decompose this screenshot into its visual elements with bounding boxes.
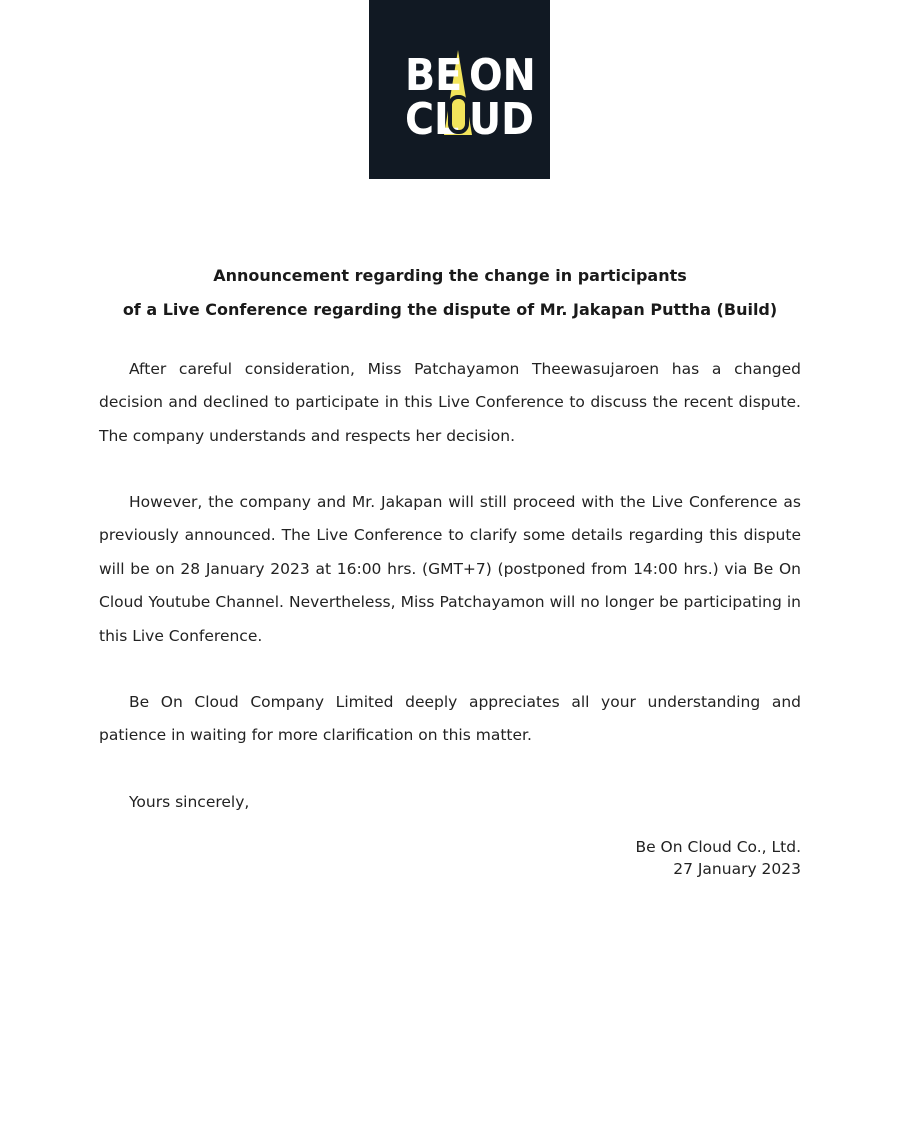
logo-text-be: BE [405,50,463,101]
logo-text-cl: CL [405,94,460,145]
logo-text-ud: UD [469,94,535,145]
paragraph-appreciation: Be On Cloud Company Limited deeply appreciates all your understanding and patience in waiting for more clarification on this matter. [99,693,801,745]
company-logo [369,0,550,179]
announcement-title-line1: Announcement regarding the change in participants [213,266,687,285]
logo-text-on: ON [469,50,536,101]
signature-date: 27 January 2023 [673,860,801,878]
closing-salutation: Yours sincerely, [129,793,250,811]
signatory-name: Be On Cloud Co., Ltd. [635,838,801,856]
be-on-cloud-logo-icon [369,0,550,179]
paragraph-conference-details: However, the company and Mr. Jakapan will still proceed with the Live Conference as previously announced. The Live Conference to clarify some details regarding this dispute will be on 28 January 2023 at 16:00 hrs. (GMT+7) (postponed from 14:00 hrs.) via Be On Cloud Youtube Channel. Nevertheless, Miss Patchayamon will no longer be participating in this Live Conference. [99,493,801,645]
paragraph-decision: After careful consideration, Miss Patchayamon Theewasujaroen has a changed decision and declined to participate in this Live Conference to discuss the recent dispute. The company understands and respects her decision. [99,360,801,445]
announcement-title-line2: of a Live Conference regarding the dispute of Mr. Jakapan Puttha (Build) [122,300,778,319]
